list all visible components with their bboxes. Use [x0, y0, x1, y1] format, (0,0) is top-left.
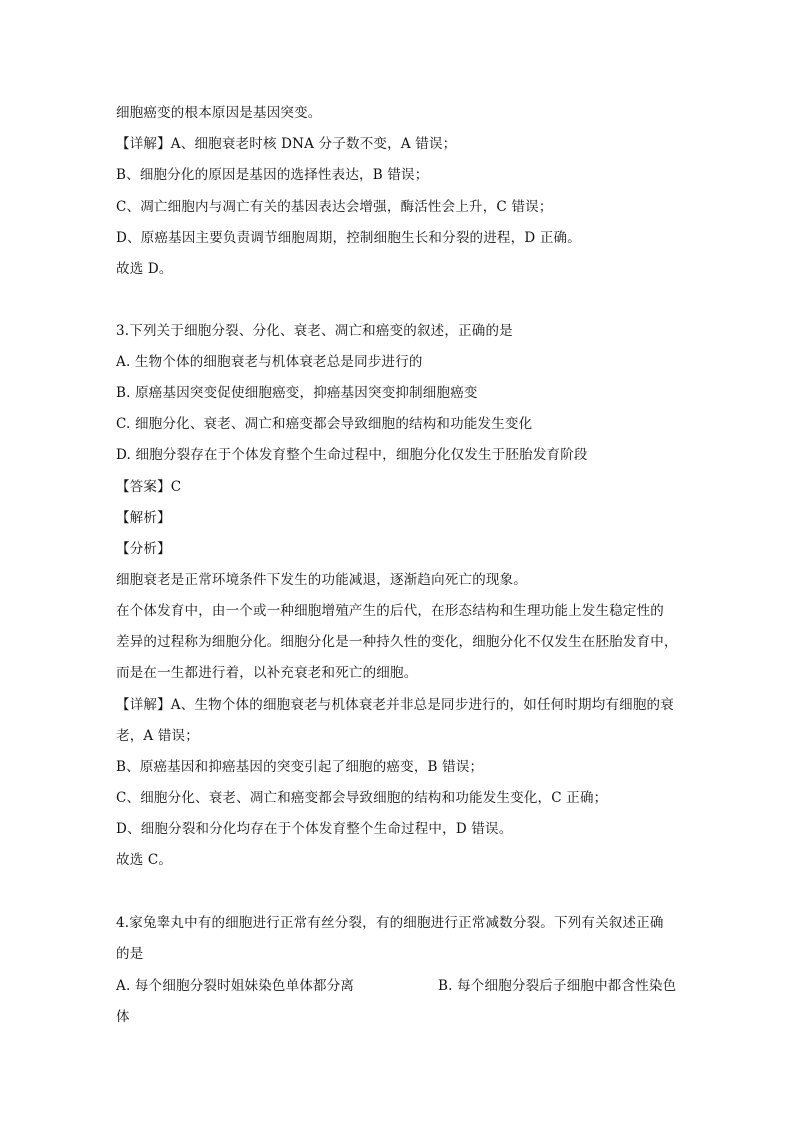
text-line: 故选 C。: [116, 852, 173, 868]
text-line: 在个体发育中，由一个或一种细胞增殖产生的后代，在形态结构和生理功能上发生稳定性的: [116, 603, 664, 619]
text-line: D、原癌基因主要负责调节细胞周期，控制细胞生长和分裂的进程，D 正确。: [116, 230, 581, 246]
text-line: C、凋亡细胞内与凋亡有关的基因表达会增强，酶活性会上升，C 错误；: [116, 199, 553, 215]
option-d: D. 细胞分裂存在于个体发育整个生命过程中，细胞分化仅发生于胚胎发育阶段: [116, 447, 588, 463]
question-stem: 4.家兔睾丸中有的细胞进行正常有丝分裂，有的细胞进行正常减数分裂。下列有关叙述正确: [116, 915, 664, 931]
question-stem-cont: 的是: [116, 946, 144, 962]
answer-line: 【答案】C: [116, 479, 182, 495]
text-line: 而是在一生都进行着，以补充衰老和死亡的细胞。: [116, 665, 418, 681]
analysis-subheading: 【分析】: [116, 541, 171, 557]
text-line: 细胞衰老是正常环境条件下发生的功能减退，逐渐趋向死亡的现象。: [116, 572, 527, 588]
option-c: C. 细胞分化、衰老、凋亡和癌变都会导致细胞的结构和功能发生变化: [116, 416, 533, 432]
analysis-heading: 【解析】: [116, 510, 171, 526]
text-line: 【详解】A、细胞衰老时核 DNA 分子数不变，A 错误；: [116, 136, 457, 152]
option-a: A. 生物个体的细胞衰老与机体衰老总是同步进行的: [116, 354, 423, 370]
text-line: B、原癌基因和抑癌基因的突变引起了细胞的癌变，B 错误；: [116, 759, 484, 775]
question-stem: 3.下列关于细胞分裂、分化、衰老、凋亡和癌变的叙述，正确的是: [116, 323, 513, 339]
option-b-cont: 体: [116, 1009, 130, 1025]
option-b: B. 原癌基因突变促使细胞癌变，抑癌基因突变抑制细胞癌变: [116, 385, 478, 401]
option-a: A. 每个细胞分裂时姐妹染色单体都分离: [116, 978, 355, 994]
text-line: 细胞癌变的根本原因是基因突变。: [116, 105, 322, 121]
option-b: B. 每个细胞分裂后子细胞中都含性染色: [438, 978, 677, 994]
text-line: 差异的过程称为细胞分化。细胞分化是一种持久性的变化，细胞分化不仅发生在胚胎发育中，: [116, 634, 678, 650]
text-line: B、细胞分化的原因是基因的选择性表达，B 错误；: [116, 167, 429, 183]
text-line: C、细胞分化、衰老、凋亡和癌变都会导致细胞的结构和功能发生变化，C 正确；: [116, 790, 608, 806]
text-line: 老，A 错误；: [116, 728, 199, 744]
text-line: 故选 D。: [116, 261, 173, 277]
text-line: 【详解】A、生物个体的细胞衰老与机体衰老并非总是同步进行的，如任何时期均有细胞的衰: [116, 697, 674, 713]
text-line: D、细胞分裂和分化均存在于个体发育整个生命过程中，D 错误。: [116, 821, 513, 837]
